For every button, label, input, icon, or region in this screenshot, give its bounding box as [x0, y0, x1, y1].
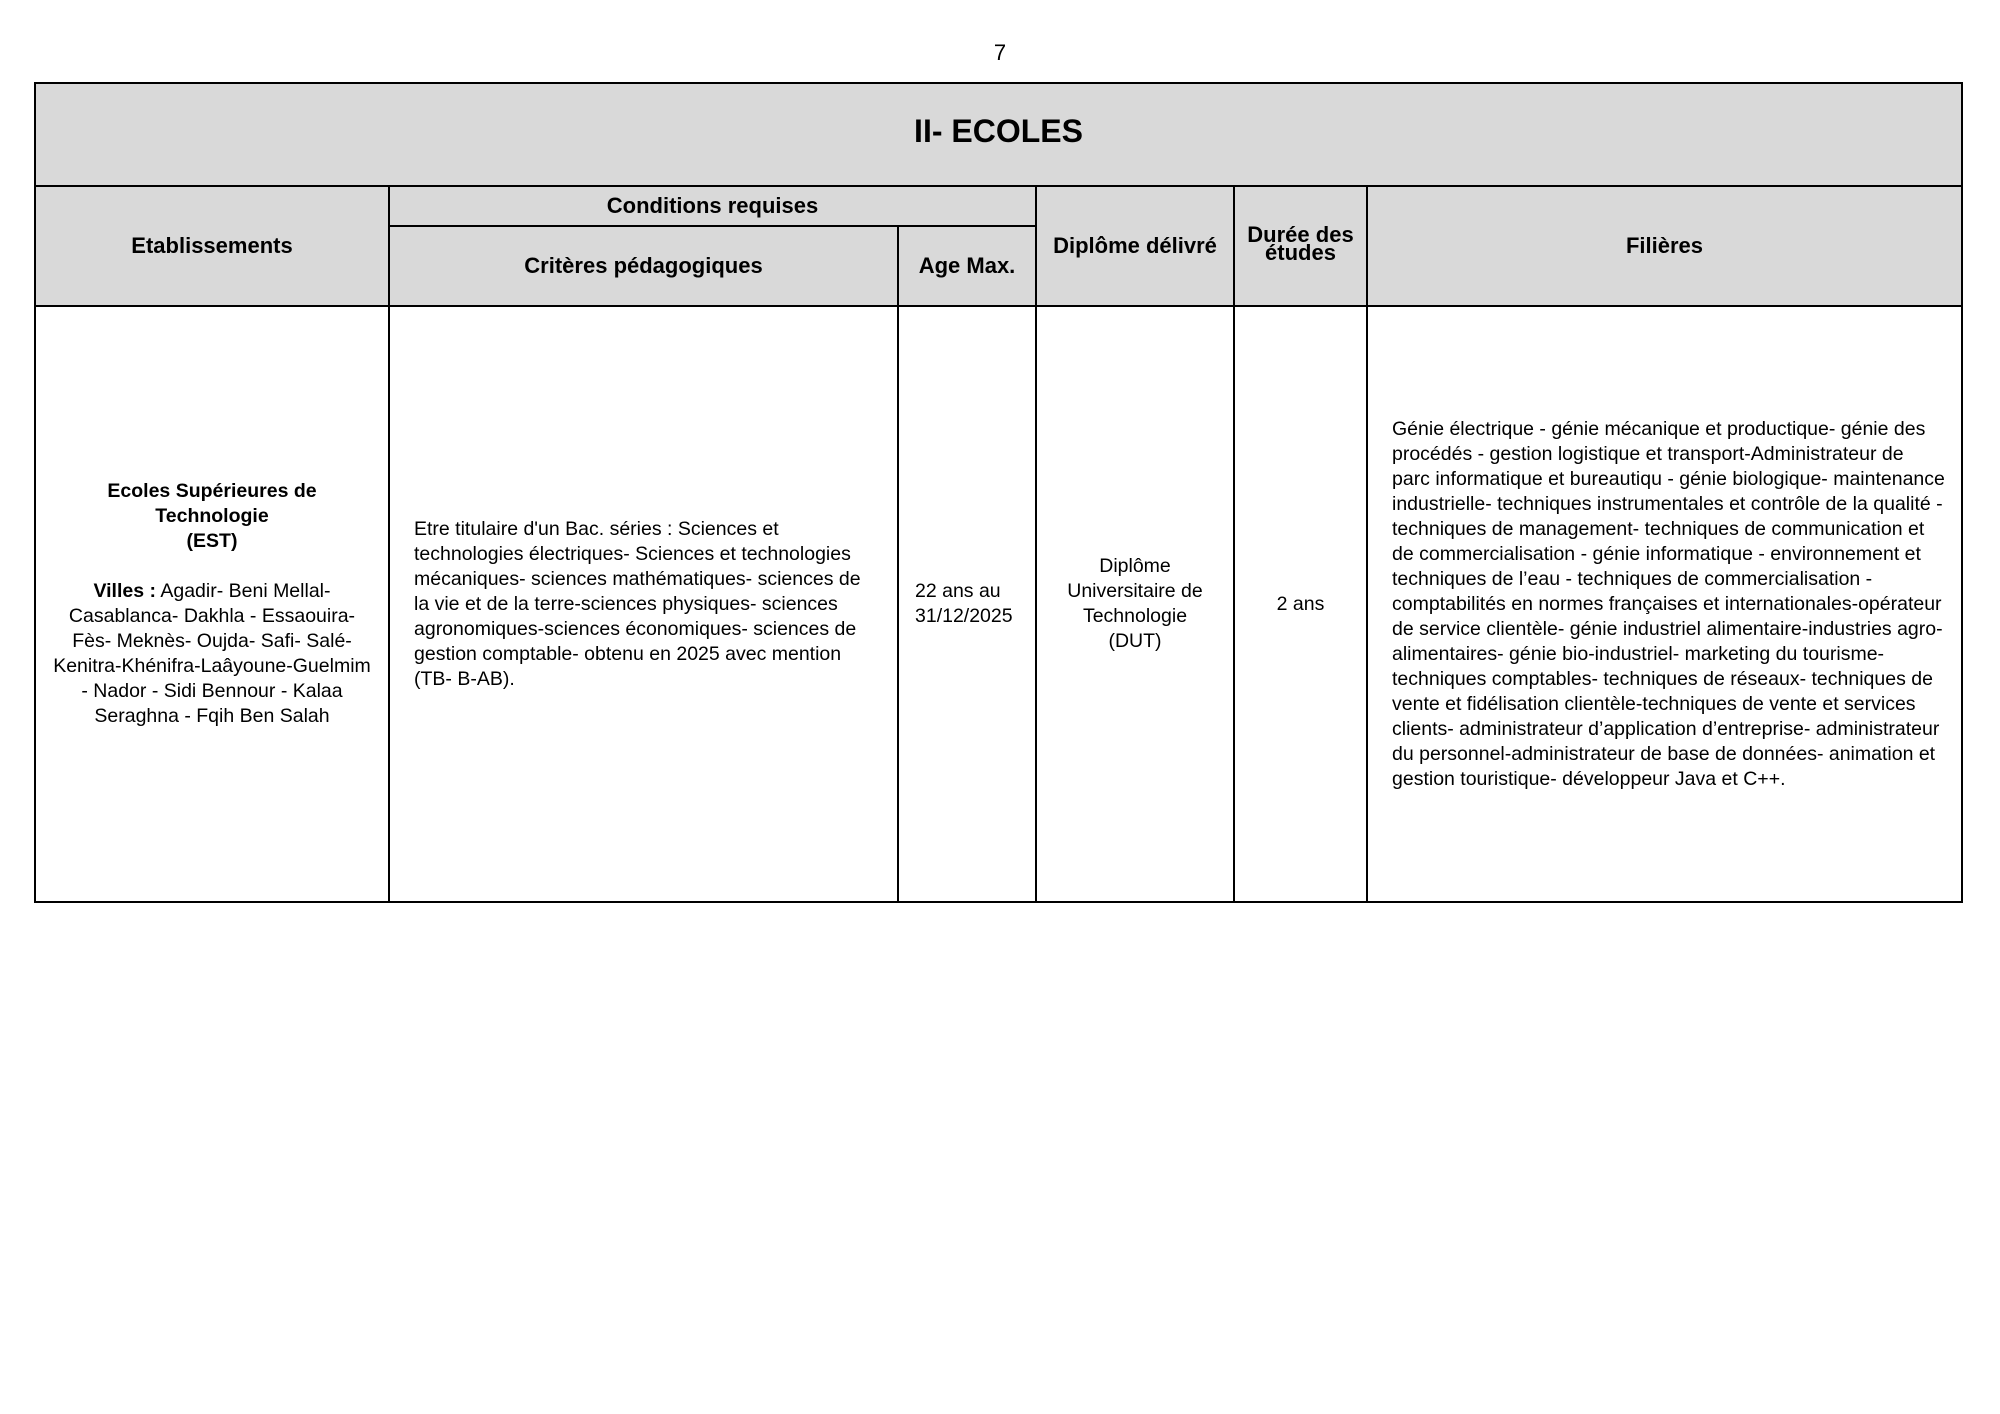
cell-duree: 2 ans — [1234, 306, 1367, 902]
cell-criteres: Etre titulaire d'un Bac. séries : Sciences et technologies électriques- Sciences et technologies mécaniques- sciences mathématiques- sciences de la vie et de la terre-sciences physiques- sciences agronomiques-sciences économiques- sciences de gestion comptable- obtenu en 2025 avec mention (TB- B-AB). — [389, 306, 898, 902]
age-max-line1: 22 ans au — [915, 580, 1001, 602]
header-etablissements: Etablissements — [35, 186, 389, 306]
villes-label: Villes : — [93, 580, 156, 602]
villes-block — [50, 579, 374, 729]
etablissement-abbr: (EST) — [186, 530, 238, 552]
etablissement-name-line2: Technologie — [155, 505, 269, 527]
table-row — [35, 306, 1962, 902]
ecoles-table — [34, 82, 1963, 903]
section-title: II- ECOLES — [35, 83, 1962, 186]
cell-etablissement — [35, 306, 389, 902]
header-duree-des-etudes: Durée des études — [1234, 186, 1367, 306]
etablissement-name-line1: Ecoles Supérieures de — [107, 480, 317, 502]
header-conditions-requises: Conditions requises — [389, 186, 1036, 226]
villes-list: Agadir- Beni Mellal- Casablanca- Dakhla - Essaouira- Fès- Meknès- Oujda- Safi- Salé- Kenitra-Khénifra-Laâyoune-Guelmim - Nador - Sidi Bennour - Kalaa Seraghna - Fqih Ben Salah — [53, 580, 371, 727]
diplome-line3: Technologie — [1082, 605, 1188, 627]
header-diplome-delivre: Diplôme délivré — [1036, 186, 1234, 306]
header-criteres-pedagogiques: Critères pédagogiques — [389, 226, 898, 306]
diplome-line4: (DUT) — [1108, 630, 1162, 652]
cell-diplome — [1036, 306, 1234, 902]
diplome-line1: Diplôme — [1099, 555, 1171, 577]
header-filieres: Filières — [1367, 186, 1962, 306]
age-max-line2: 31/12/2025 — [915, 605, 1013, 627]
diplome-line2: Universitaire de — [1067, 580, 1203, 602]
cell-age-max — [898, 306, 1036, 902]
cell-filieres: Génie électrique - génie mécanique et productique- génie des procédés - gestion logistique et transport-Administrateur de parc informatique et bureautiqu - génie biologique- maintenance industrielle- techniques instrumentales et contrôle de la qualité - techniques de management- techniques de communication et de commercialisation - génie informatique - environnement et techniques de l’eau - techniques de commercialisation - comptabilités en normes françaises et internationales-opérateur de service clientèle- génie industriel alimentaire-industries agro-alimentaires- génie bio-industriel- marketing du tourisme- techniques comptables- techniques de réseaux- techniques de vente et fidélisation clientèle-techniques de vente et services clients- administrateur d’application d’entreprise- administrateur du personnel-administrateur de base de données- animation et gestion touristique- développeur Java et C++. — [1367, 306, 1962, 902]
header-age-max: Age Max. — [898, 226, 1036, 306]
page-number: 7 — [993, 40, 1007, 65]
